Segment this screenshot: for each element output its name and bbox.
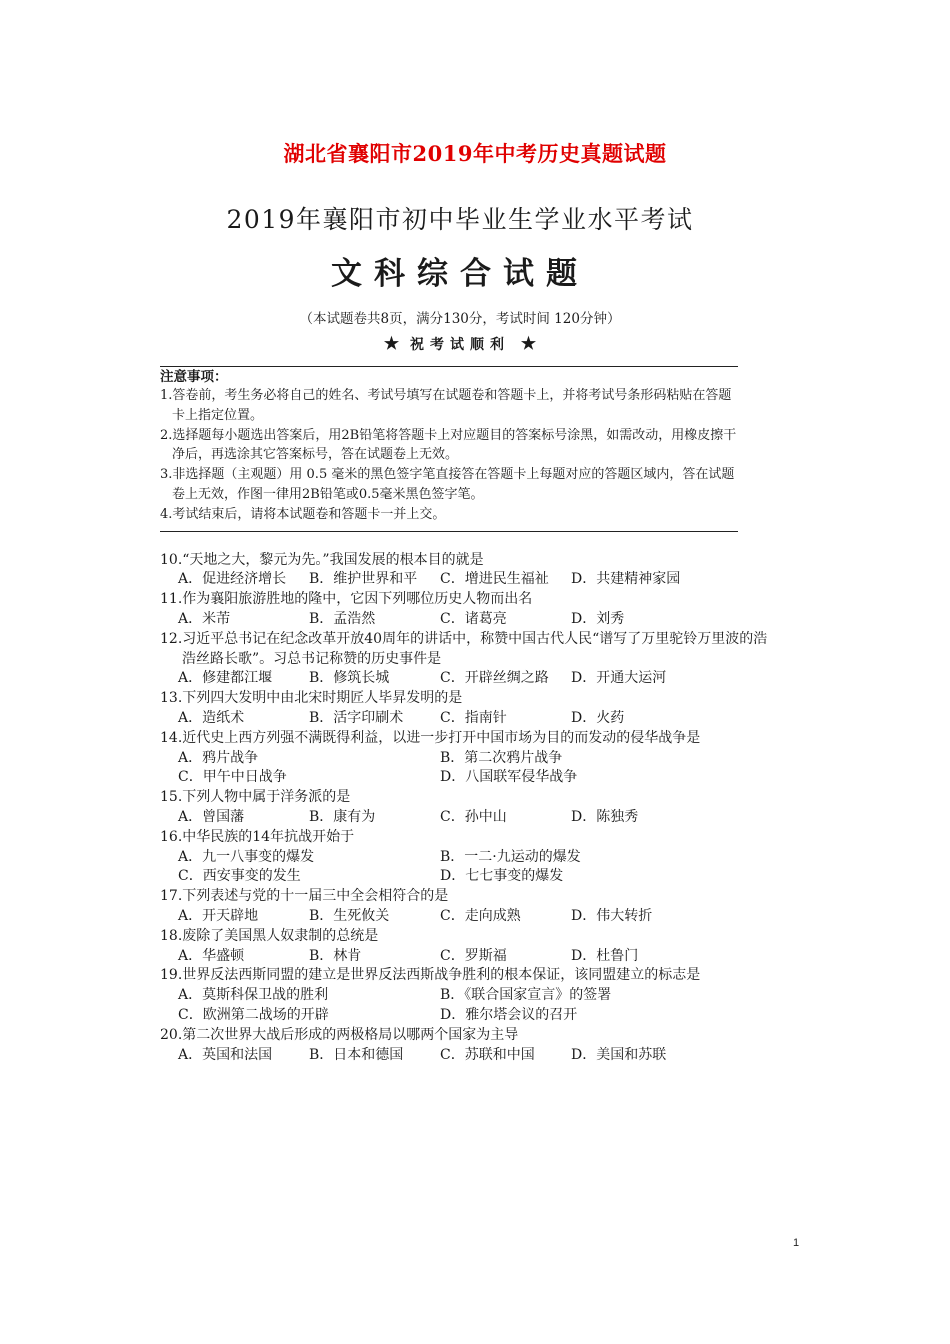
option-c: C．罗斯福 xyxy=(440,947,507,964)
question-options xyxy=(160,907,770,927)
question-14 xyxy=(160,729,770,788)
note-item: 1.答卷前，考生务必将自己的姓名、考试号填写在试题卷和答题卡上，并将考试号条形码粘贴在答题卡上指定位置。 xyxy=(160,388,732,423)
question-stem: 17.下列表述与党的十一届三中全会相符合的是 xyxy=(160,888,449,905)
question-11 xyxy=(160,590,770,630)
option-a: A．鸦片战争 xyxy=(178,749,259,766)
question-stem: 19.世界反法西斯同盟的建立是世界反法西斯战争胜利的根本保证，该同盟建立的标志是 xyxy=(160,967,701,984)
option-a: A．曾国藩 xyxy=(178,808,245,825)
question-13 xyxy=(160,689,770,729)
option-b: B．第二次鸦片战争 xyxy=(440,749,563,766)
option-d: D．火药 xyxy=(571,709,625,726)
question-options xyxy=(160,709,770,729)
note-item: 4.考试结束后，请将本试题卷和答题卡一并上交。 xyxy=(160,506,446,522)
question-options xyxy=(160,749,770,789)
question-12 xyxy=(160,630,770,689)
question-stem: 15.下列人物中属于洋务派的是 xyxy=(160,789,351,806)
option-b: B．日本和德国 xyxy=(309,1046,404,1063)
option-c: C．孙中山 xyxy=(440,808,507,825)
blessing-line xyxy=(150,334,770,354)
question-15 xyxy=(160,788,770,828)
option-d: D．七七事变的爆发 xyxy=(440,868,564,885)
star-icon: ★ xyxy=(520,334,537,354)
option-a: A．修建都江堰 xyxy=(178,670,273,687)
option-c: C．指南针 xyxy=(440,709,507,726)
question-stem: 20.第二次世界大战后形成的两极格局以哪两个国家为主导 xyxy=(160,1026,519,1043)
option-c: C．增进民生福祉 xyxy=(440,571,549,588)
question-options xyxy=(160,610,770,630)
question-10 xyxy=(160,551,770,591)
option-a: A．造纸术 xyxy=(178,709,245,726)
question-stem: 16.中华民族的14年抗战开始于 xyxy=(160,828,355,845)
option-c: C．苏联和中国 xyxy=(440,1046,535,1063)
question-list xyxy=(160,551,770,1066)
scanned-exam-page xyxy=(150,190,770,1065)
question-20 xyxy=(160,1026,770,1066)
option-b: B．林肯 xyxy=(309,947,362,964)
question-17 xyxy=(160,887,770,927)
question-options xyxy=(160,570,770,590)
option-c: C．甲午中日战争 xyxy=(178,769,287,786)
option-d: D．雅尔塔会议的召开 xyxy=(440,1006,578,1023)
question-18 xyxy=(160,927,770,967)
option-b: B．活字印刷术 xyxy=(309,709,404,726)
question-16 xyxy=(160,828,770,887)
notes-box xyxy=(160,366,738,532)
option-b: B．孟浩然 xyxy=(309,610,376,627)
notes-heading: 注意事项： xyxy=(160,369,228,385)
option-d: D．陈独秀 xyxy=(571,808,639,825)
option-c: C．开辟丝绸之路 xyxy=(440,670,549,687)
question-options xyxy=(160,947,770,967)
question-stem: 14.近代史上西方列强不满既得利益，以进一步打开中国市场为目的而发动的侵华战争是 xyxy=(160,729,701,746)
option-b: B．康有为 xyxy=(309,808,376,825)
option-b: B．维护世界和平 xyxy=(309,571,418,588)
option-c: C．诸葛亮 xyxy=(440,610,507,627)
question-options xyxy=(160,1046,770,1066)
exam-info: （本试题卷共8页，满分130分，考试时间 120分钟） xyxy=(299,311,621,327)
option-c: C．欧洲第二战场的开辟 xyxy=(178,1006,329,1023)
option-b: B．修筑长城 xyxy=(309,670,390,687)
option-d: D．共建精神家园 xyxy=(571,571,681,588)
option-c: C．西安事变的发生 xyxy=(178,868,301,885)
option-a: A．促进经济增长 xyxy=(178,571,287,588)
option-d: D．刘秀 xyxy=(571,610,625,627)
note-item: 3.非选择题（主观题）用 0.5 毫米的黑色签字笔直接答在答题卡上每题对应的答题区域内，答在试题卷上无效，作图一律用2B铅笔或0.5毫米黑色签字笔。 xyxy=(160,467,735,502)
option-d: D．八国联军侵华战争 xyxy=(440,769,578,786)
question-options xyxy=(160,808,770,828)
option-d: D．杜鲁门 xyxy=(571,947,639,964)
option-a: A．英国和法国 xyxy=(178,1046,273,1063)
question-options xyxy=(160,986,770,1026)
option-a: A．华盛顿 xyxy=(178,947,245,964)
question-stem: 12.习近平总书记在纪念改革开放40周年的讲话中，称赞中国古代人民“谱写了万里驼铃万里波的浩浩丝路长歌”。习总书记称赞的历史事件是 xyxy=(160,630,768,667)
option-b: B．生死攸关 xyxy=(309,907,390,924)
option-a: A．莫斯科保卫战的胜利 xyxy=(178,987,329,1004)
question-options xyxy=(160,669,770,689)
note-item: 2.选择题每小题选出答案后，用2B铅笔将答题卡上对应题目的答案标号涂黑，如需改动，用橡皮擦干净后，再选涂其它答案标号，答在试题卷上无效。 xyxy=(160,427,737,463)
option-d: D．开通大运河 xyxy=(571,670,667,687)
document-title: 湖北省襄阳市2019年中考历史真题试题 xyxy=(283,141,667,166)
question-stem: 10.“天地之大，黎元为先。”我国发展的根本目的就是 xyxy=(160,551,484,568)
question-stem: 13.下列四大发明中由北宋时期匠人毕昇发明的是 xyxy=(160,690,463,707)
option-b: B．《联合国家宣言》的签署 xyxy=(440,987,612,1004)
option-a: A．九一八事变的爆发 xyxy=(178,848,315,865)
option-d: D．伟大转折 xyxy=(571,907,653,924)
option-b: B．一二·九运动的爆发 xyxy=(440,848,581,865)
exam-subject: 文科综合试题 xyxy=(331,256,589,292)
question-stem: 18.废除了美国黑人奴隶制的总统是 xyxy=(160,927,379,944)
option-a: A．米芾 xyxy=(178,610,231,627)
option-a: A．开天辟地 xyxy=(178,907,259,924)
question-stem: 11.作为襄阳旅游胜地的隆中，它因下列哪位历史人物而出名 xyxy=(160,591,533,608)
option-d: D．美国和苏联 xyxy=(571,1046,667,1063)
blessing-text: 祝考试顺利 xyxy=(410,337,510,353)
star-icon: ★ xyxy=(383,334,400,354)
exam-title: 2019年襄阳市初中毕业生学业水平考试 xyxy=(226,205,694,234)
question-options xyxy=(160,848,770,888)
option-c: C．走向成熟 xyxy=(440,907,521,924)
page-number: 1 xyxy=(793,1237,800,1249)
question-19 xyxy=(160,966,770,1025)
